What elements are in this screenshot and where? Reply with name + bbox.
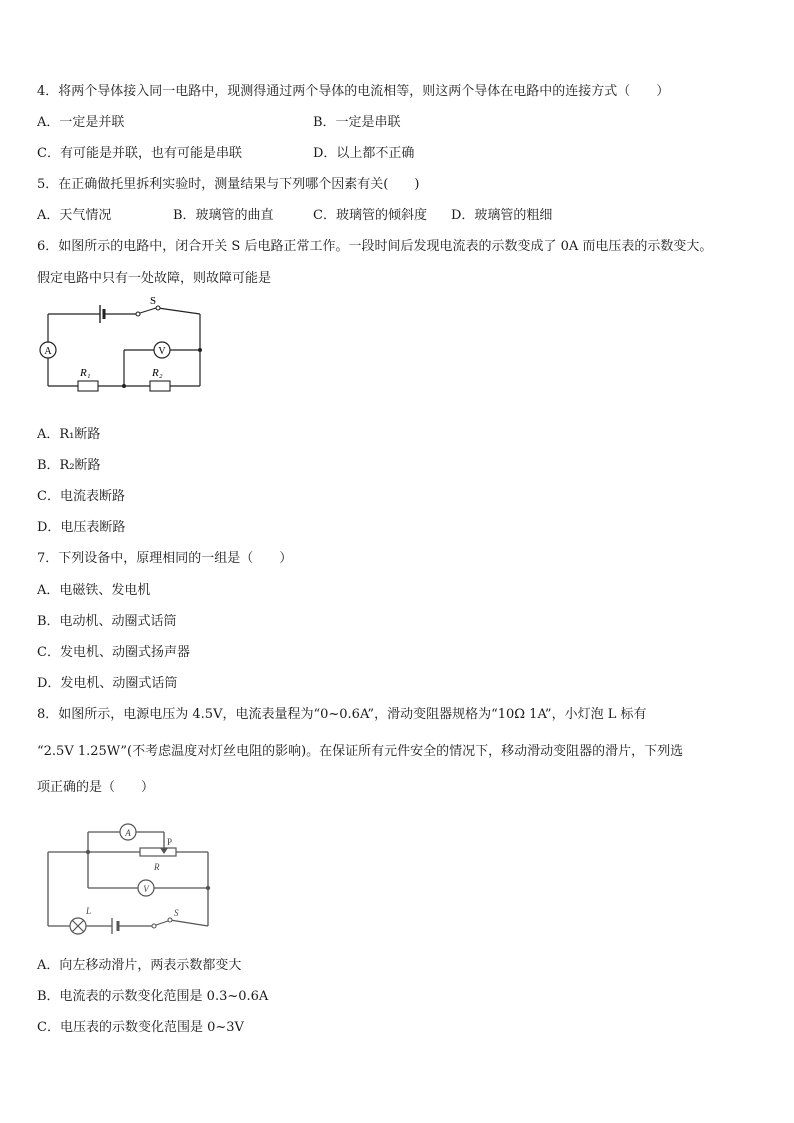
q8-circuit-diagram — [40, 818, 230, 940]
voltmeter-icon — [154, 342, 170, 358]
q4-option-d: D．以上都不正确 — [313, 146, 415, 161]
q8-option-a: A．向左移动滑片，两表示数都变大 — [37, 958, 242, 973]
q6-option-a: A．R₁断路 — [37, 427, 101, 442]
q5-stem: 5．在正确做托里拆利实验时，测量结果与下列哪个因素有关( ) — [37, 177, 420, 192]
r2-label: R₂ — [152, 367, 163, 379]
rheostat-label: R — [154, 862, 160, 872]
resistor-r2 — [150, 381, 170, 391]
battery-symbol — [112, 918, 118, 934]
lamp-icon — [70, 918, 86, 934]
q8-stem-line2: “2.5V 1.25W”(不考虑温度对灯丝电阻的影响)。在保证所有元件安全的情况下，移动滑动变阻器的滑片，下列选 — [37, 744, 684, 759]
battery-symbol — [100, 305, 104, 323]
q8-stem-line1: 8．如图所示，电源电压为 4.5V，电流表量程为“0~0.6A”，滑动变阻器规格为“10Ω 1A”，小灯泡 L 标有 — [37, 707, 647, 722]
q7-stem: 7．下列设备中，原理相同的一组是（ ） — [37, 551, 293, 566]
q5-option-d: D．玻璃管的粗细 — [451, 208, 553, 223]
q8-option-c: C．电压表的示数变化范围是 0~3V — [37, 1020, 244, 1035]
ammeter-icon — [120, 824, 136, 840]
junction-dot — [86, 850, 90, 854]
q5-option-c: C．玻璃管的倾斜度 — [313, 208, 427, 223]
q6-circuit-diagram — [38, 294, 210, 396]
lamp-label: L — [86, 906, 92, 916]
rheostat — [140, 848, 176, 856]
junction-dot — [206, 886, 210, 890]
q7-option-b: B．电动机、动圈式话筒 — [37, 614, 177, 629]
junction-dot — [122, 384, 126, 388]
switch-label: S — [174, 908, 179, 918]
q4-stem: 4．将两个导体接入同一电路中，现测得通过两个导体的电流相等，则这两个导体在电路中的连接方式（ ） — [37, 84, 670, 99]
ammeter-label: A — [44, 346, 52, 357]
q8-option-b: B．电流表的示数变化范围是 0.3~0.6A — [37, 989, 269, 1004]
q6-stem-line1: 6．如图所示的电路中，闭合开关 S 后电路正常工作。一段时间后发现电流表的示数变成了 0A 而电压表的示数变大。 — [37, 239, 713, 254]
voltmeter-label: V — [158, 346, 166, 357]
q4-option-b: B．一定是串联 — [313, 115, 401, 130]
q6-option-c: C．电流表断路 — [37, 489, 125, 504]
ammeter-label: A — [125, 828, 131, 838]
q8-stem-line3: 项正确的是（ ） — [37, 780, 155, 795]
switch-symbol — [136, 306, 160, 316]
q7-option-d: D．发电机、动圈式话筒 — [37, 676, 178, 691]
q7-option-a: A．电磁铁、发电机 — [37, 583, 151, 598]
slider-label: P — [167, 837, 173, 847]
q5-option-a: A．天气情况 — [37, 208, 112, 223]
r1-label: R₁ — [80, 367, 91, 379]
switch-symbol — [152, 918, 172, 928]
resistor-r1 — [78, 381, 98, 391]
q6-option-d: D．电压表断路 — [37, 520, 126, 535]
voltmeter-icon — [138, 880, 154, 896]
q6-option-b: B．R₂断路 — [37, 458, 101, 473]
q4-option-a: A．一定是并联 — [37, 115, 125, 130]
junction-dot — [198, 348, 202, 352]
q7-option-c: C．发电机、动圈式扬声器 — [37, 645, 190, 660]
ammeter-icon — [40, 342, 56, 358]
q6-stem-line2: 假定电路中只有一处故障，则故障可能是 — [37, 271, 272, 286]
switch-label: S — [150, 295, 157, 307]
q4-option-c: C．有可能是并联，也有可能是串联 — [37, 146, 242, 161]
voltmeter-label: V — [143, 884, 149, 894]
q5-option-b: B．玻璃管的曲直 — [173, 208, 274, 223]
